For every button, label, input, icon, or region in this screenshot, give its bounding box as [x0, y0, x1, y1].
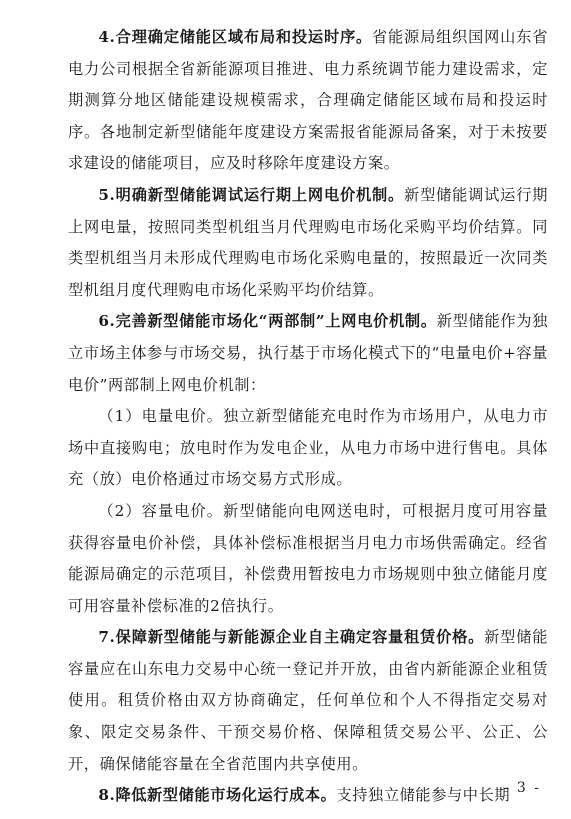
paragraph-7-text: 新型储能容量应在山东电力交易中心统一登记并开放，由省内新能源企业租赁使用。租赁价格由双方协商确定，任何单位和个人不得指定交易对象、限定交易条件、干预交易价格、保障租赁交易公平、公正、公开，确保储能容量在全省范围内共享使用。 — [68, 628, 549, 773]
paragraph-4-text: 省能源局组织国网山东省电力公司根据全省新能源项目推进、电力系统调节能力建设需求，定期测算分地区储能建设规模需求，合理确定储能区域布局和投运时序。各地制定新型储能年度建设方案需报省能源局备案，对于未按要求建设的储能项目，应及时移除年度建设方案。 — [68, 28, 549, 173]
paragraph-6-1-text: （1）电量电价。独立新型储能充电时作为市场用户，从电力市场中直接购电；放电时作为发电企业，从电力市场中进行售电。具体充（放）电价格通过市场交易方式形成。 — [68, 407, 548, 489]
paragraph-4-heading: 4.合理确定储能区域布局和投运时序。 — [98, 28, 373, 46]
paragraph-7-heading: 7.保障新型储能与新能源企业自主确定容量租赁价格。 — [98, 628, 485, 647]
paragraph-8-text: 支持独立储能参与中长期 — [336, 786, 511, 805]
page-number: - 3 - — [503, 780, 541, 796]
paragraph-6-1 — [68, 401, 548, 496]
paragraph-8-heading: 8.降低新型储能市场化运行成本。 — [98, 786, 337, 805]
paragraph-6-text: 新型储能作为独立市场主体参与市场交易，执行基于市场化模式下的“电量电价+容量电价”两部制上网电价机制： — [68, 312, 548, 394]
paragraph-5-text: 新型储能调试运行期上网电量，按照同类型机组当月代理购电市场化采购平均价结算。同类型机组当月未形成代理购电市场化采购电量的，按照最近一次同类型机组月度代理购电市场化采购平均价结算。 — [68, 185, 548, 299]
paragraph-4 — [68, 22, 548, 180]
paragraph-5 — [68, 180, 548, 306]
paragraph-6-2-text: （2）容量电价。新型储能向电网送电时，可根据月度可用容量获得容量电价补偿，具体补偿标准根据当月电力市场供需确定。经省能源局确定的示范项目，补偿费用暂按电力市场规则中独立储能月度可用容量补偿标准的2倍执行。 — [68, 501, 548, 615]
paragraph-5-heading: 5.明确新型储能调试运行期上网电价机制。 — [98, 185, 405, 204]
paragraph-8 — [68, 780, 548, 812]
paragraph-7 — [68, 622, 548, 780]
paragraph-6 — [68, 306, 548, 401]
paragraph-6-2 — [68, 496, 548, 622]
document-body — [68, 22, 548, 812]
paragraph-6-heading: 6.完善新型储能市场化“两部制”上网电价机制。 — [98, 312, 437, 331]
